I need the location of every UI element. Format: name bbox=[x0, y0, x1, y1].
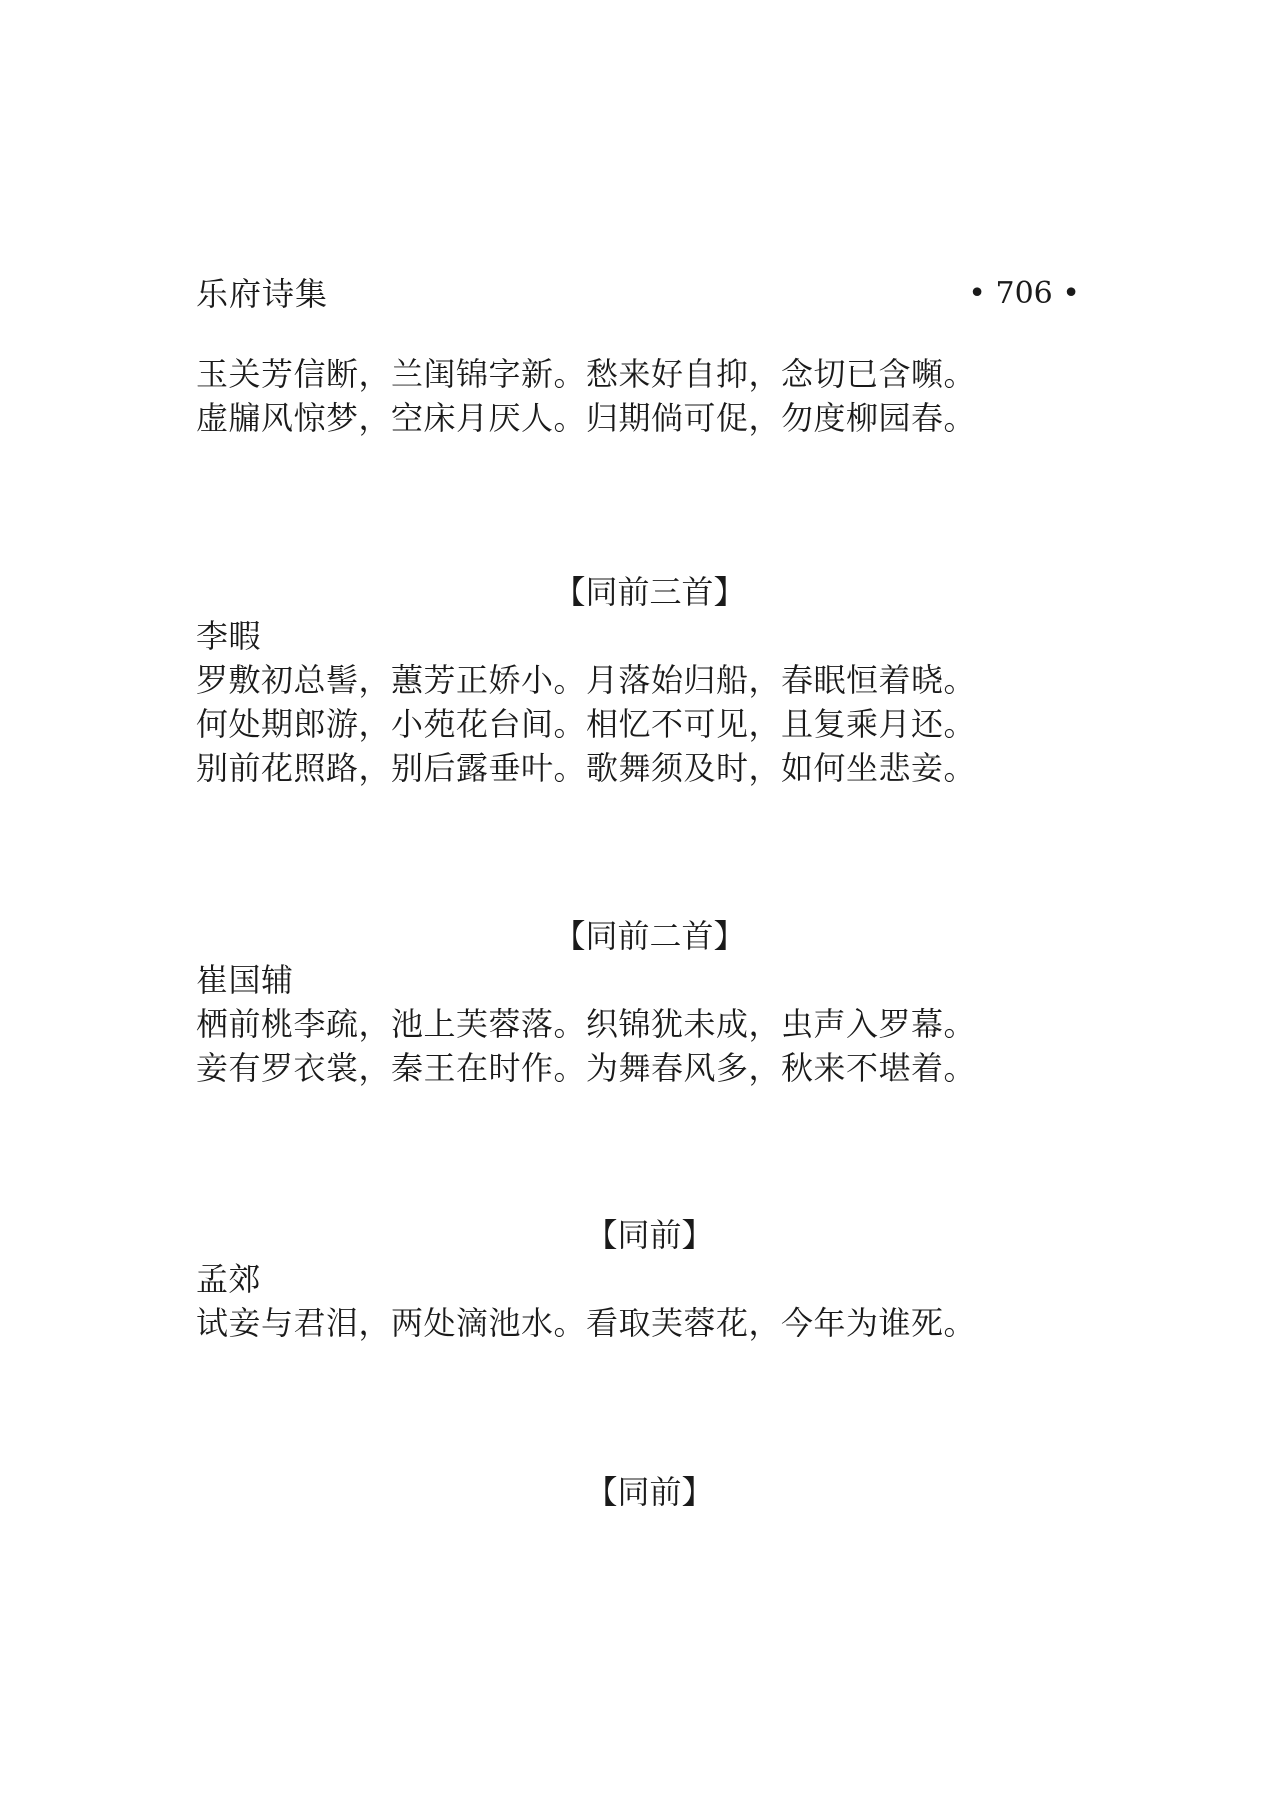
poem-line: 罗敷初总髻，蕙芳正娇小。月落始归船，春眠恒着晓。 bbox=[196, 661, 977, 699]
poem-line: 栖前桃李疏，池上芙蓉落。织锦犹未成，虫声入罗幕。 bbox=[196, 1005, 977, 1043]
section-title-text: 【同前三首】 bbox=[553, 573, 746, 611]
poem-author: 李暇 bbox=[196, 617, 262, 655]
section-title bbox=[0, 1213, 1283, 1257]
section-title bbox=[0, 570, 1283, 614]
book-title: 乐府诗集 bbox=[196, 275, 329, 313]
poem-section bbox=[196, 614, 1096, 790]
poem-line: 玉关芳信断，兰闺锦字新。愁来好自抑，念切已含嚬。 bbox=[196, 355, 977, 393]
poem-author: 崔国辅 bbox=[196, 961, 294, 999]
poem-section bbox=[196, 1257, 1096, 1345]
poem-continuation bbox=[196, 352, 1096, 440]
section-title-text: 【同前】 bbox=[585, 1216, 714, 1254]
section-title bbox=[0, 914, 1283, 958]
poem-line: 虚牖风惊梦，空床月厌人。归期倘可促，勿度柳园春。 bbox=[196, 399, 977, 437]
poem-line: 试妾与君泪，两处滴池水。看取芙蓉花，今年为谁死。 bbox=[196, 1304, 977, 1342]
section-title bbox=[0, 1470, 1283, 1514]
page-header bbox=[196, 272, 1080, 316]
poem-author: 孟郊 bbox=[196, 1260, 262, 1298]
page-number: • 706 • bbox=[968, 276, 1080, 311]
section-title-text: 【同前】 bbox=[585, 1473, 714, 1511]
poem-line: 何处期郎游，小苑花台间。相忆不可见，且复乘月还。 bbox=[196, 705, 977, 743]
poem-section bbox=[196, 958, 1096, 1090]
poem-line: 别前花照路，别后露垂叶。歌舞须及时，如何坐悲妾。 bbox=[196, 749, 977, 787]
poem-line: 妾有罗衣裳，秦王在时作。为舞春风多，秋来不堪着。 bbox=[196, 1049, 977, 1087]
section-title-text: 【同前二首】 bbox=[553, 917, 746, 955]
